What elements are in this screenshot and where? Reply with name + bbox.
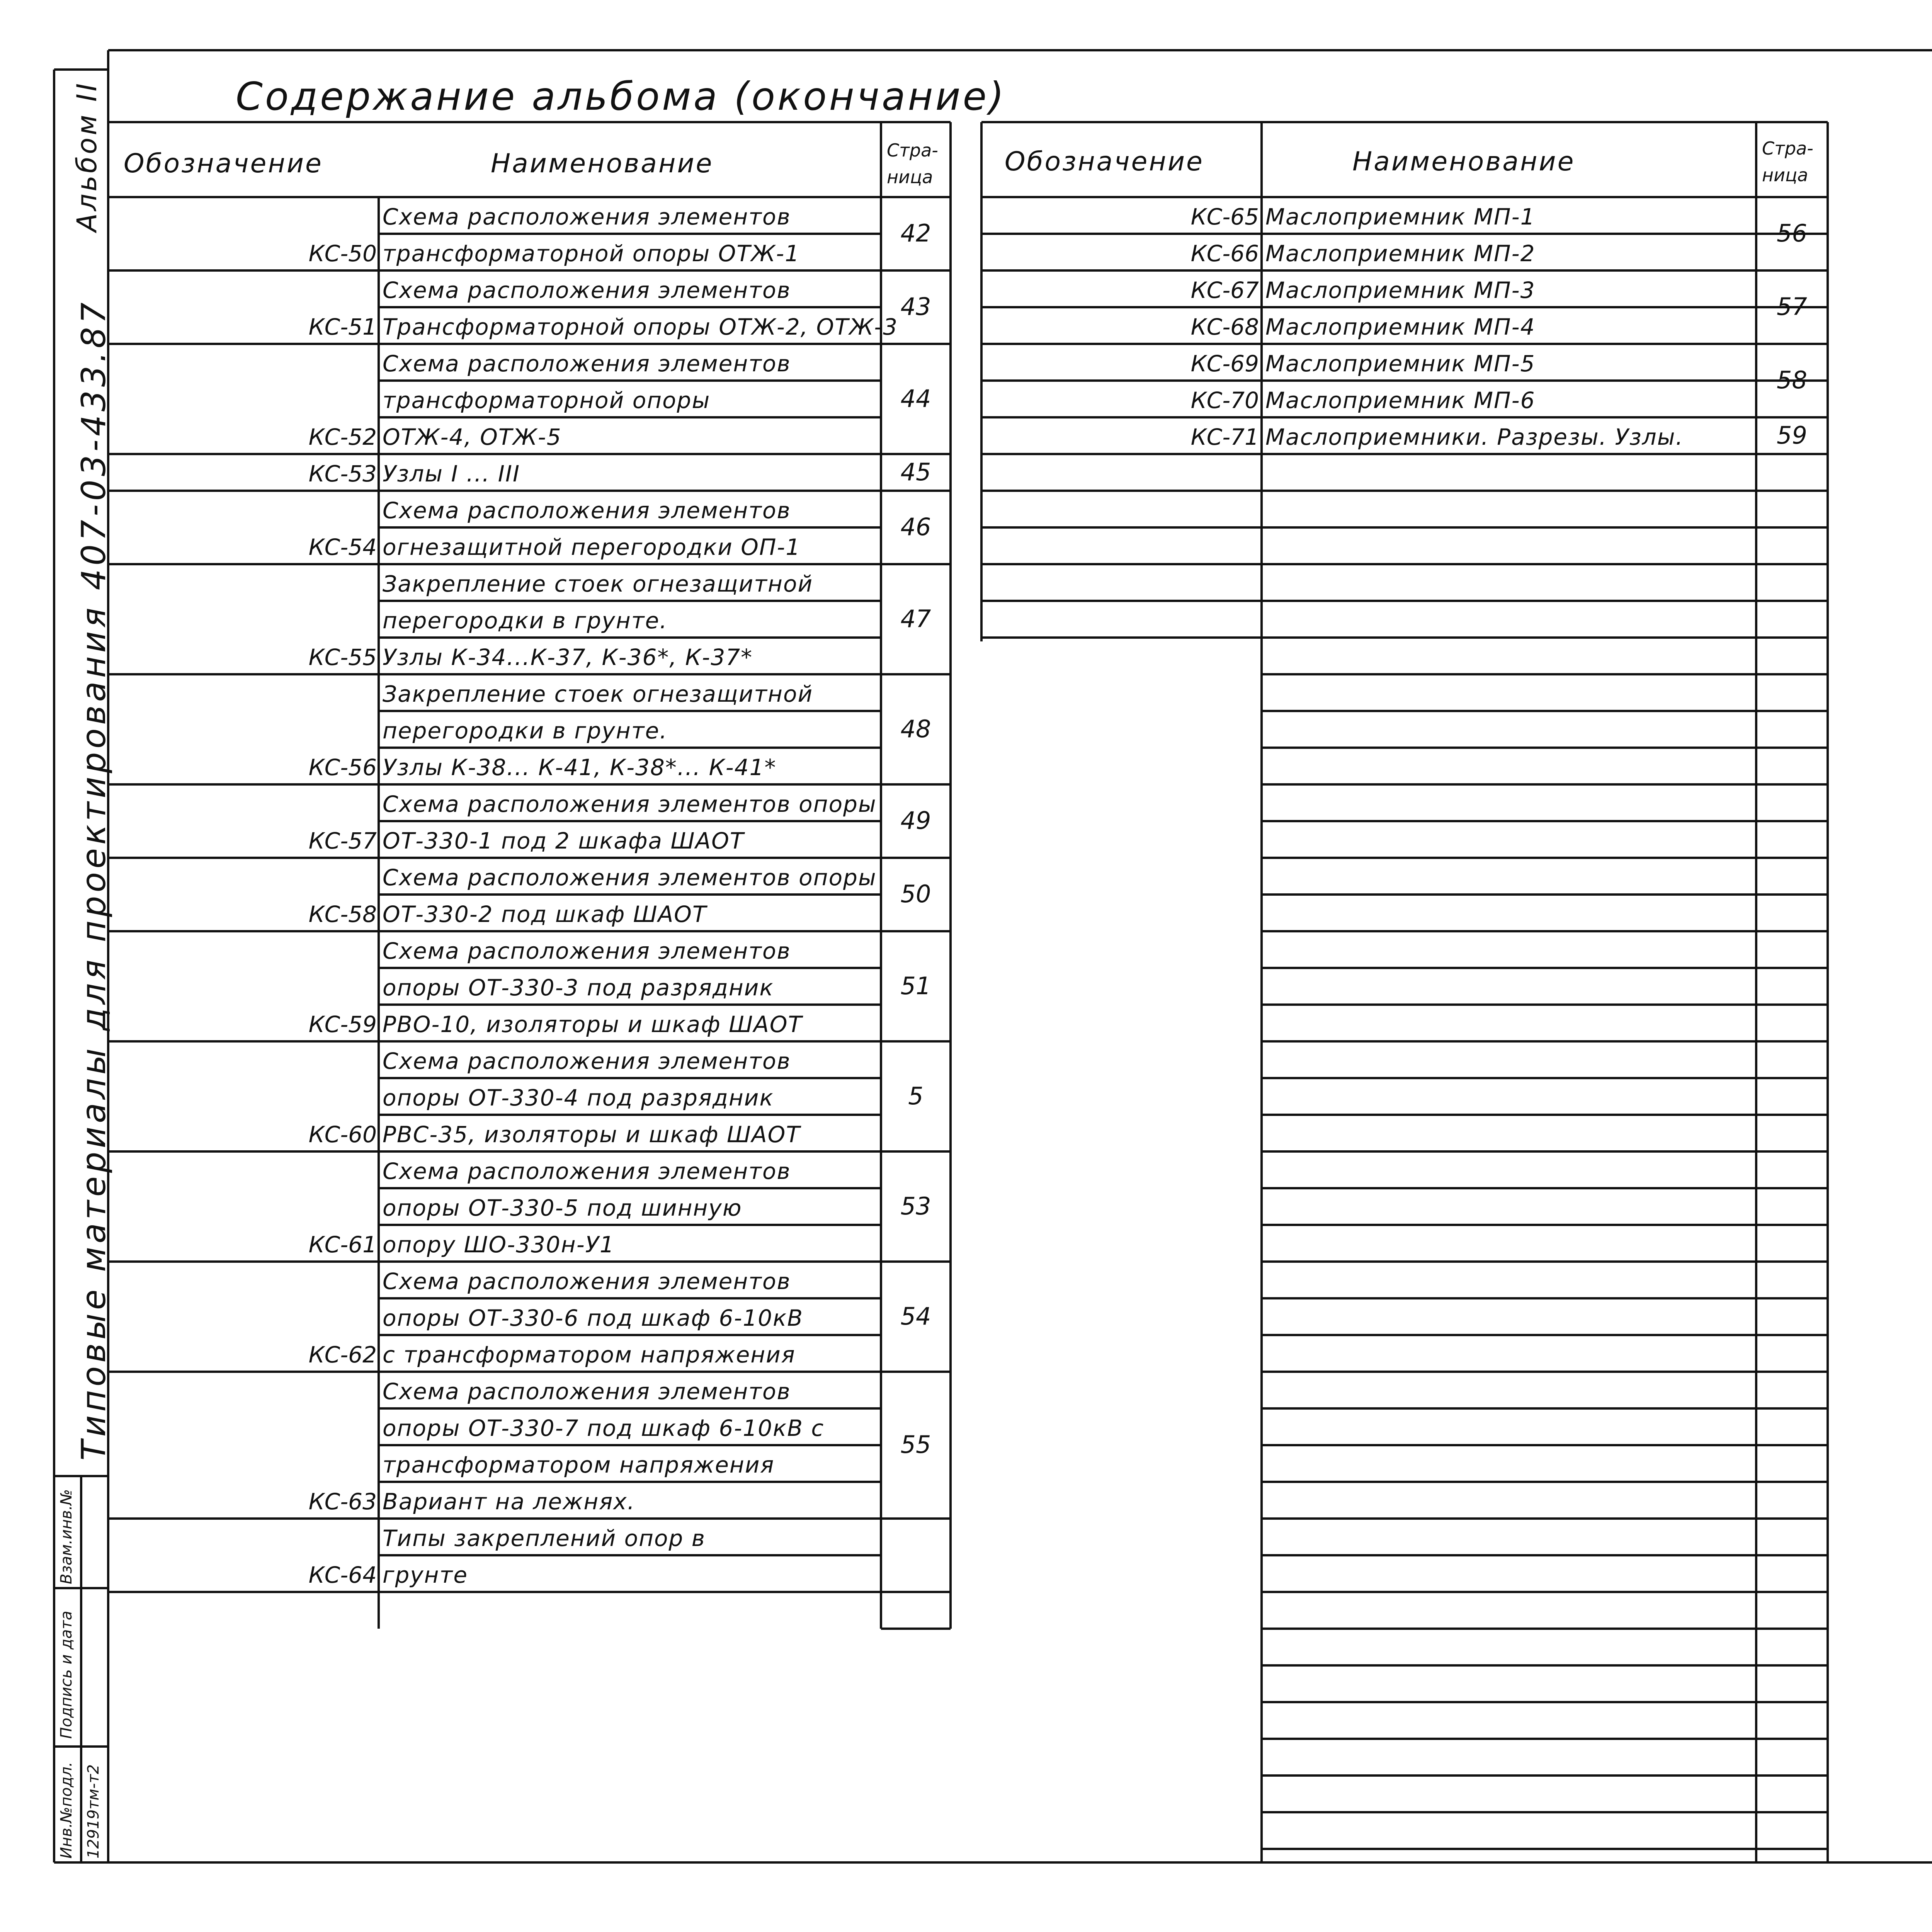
left-row-text: Закрепление стоек огнезащитной bbox=[383, 681, 813, 707]
right-row-name: Маслоприемник МП-1 bbox=[1265, 204, 1536, 230]
left-row-code: КС-50 bbox=[308, 240, 377, 267]
left-row-page: 47 bbox=[900, 604, 931, 633]
left-row-text: перегородки в грунте. bbox=[383, 607, 668, 634]
stamp-original-inv: Инв.№подл. bbox=[58, 1762, 75, 1859]
left-row-text: опоры ОТ-330-3 под разрядник bbox=[383, 975, 774, 1001]
right-header-name: Наименование bbox=[1352, 146, 1575, 177]
left-row-text: Узлы К-34...К-37, К-36*, К-37* bbox=[383, 644, 753, 670]
left-row-page: 42 bbox=[900, 219, 931, 247]
left-row-text: опору ШО-330н-У1 bbox=[383, 1231, 615, 1258]
left-row-text: ОТ-330-1 под 2 шкафа ШАОТ bbox=[383, 828, 745, 854]
left-row-page: 43 bbox=[900, 293, 931, 321]
left-row-text: Схема расположения элементов bbox=[383, 277, 791, 303]
left-row-text: Схема расположения элементов bbox=[383, 1048, 791, 1074]
left-row-text: огнезащитной перегородки ОП-1 bbox=[383, 534, 801, 560]
left-row-page: 53 bbox=[900, 1192, 931, 1220]
left-row-text: перегородки в грунте. bbox=[383, 718, 668, 744]
left-row-code: КС-64 bbox=[308, 1562, 377, 1588]
left-row-code: КС-62 bbox=[308, 1342, 377, 1368]
left-row-text: Схема расположения элементов bbox=[383, 350, 791, 377]
right-row-name: Маслоприемник МП-4 bbox=[1265, 314, 1536, 340]
right-row-page: 58 bbox=[1777, 366, 1807, 394]
right-row-code: КС-69 bbox=[1190, 350, 1259, 377]
right-row-page: 56 bbox=[1777, 219, 1807, 247]
left-row-text: РВО-10, изоляторы и шкаф ШАОТ bbox=[383, 1011, 803, 1037]
left-row-text: опоры ОТ-330-7 под шкаф 6-10кВ с bbox=[383, 1415, 825, 1441]
left-row-text: Схема расположения элементов bbox=[383, 497, 791, 524]
left-header-designation: Обозначение bbox=[124, 148, 323, 179]
left-row-text: опоры ОТ-330-5 под шинную bbox=[383, 1195, 742, 1221]
left-row-code: КС-51 bbox=[308, 314, 377, 340]
left-row-code: КС-52 bbox=[308, 424, 377, 450]
left-row-code: КС-55 bbox=[308, 644, 377, 670]
left-row-text: ОТЖ-4, ОТЖ-5 bbox=[383, 424, 562, 450]
right-row-name: Маслоприемник МП-3 bbox=[1265, 277, 1536, 303]
left-header-page: Стра- ница bbox=[887, 140, 938, 187]
right-row-code: КС-71 bbox=[1190, 424, 1259, 450]
left-row-page: 5 bbox=[908, 1082, 923, 1110]
left-row-text: опоры ОТ-330-6 под шкаф 6-10кВ bbox=[383, 1305, 803, 1331]
left-row-page: 49 bbox=[900, 806, 931, 835]
left-row-text: Схема расположения элементов bbox=[383, 1268, 791, 1294]
left-row-text: Типы закреплений опор в bbox=[383, 1525, 706, 1551]
left-row-text: Схема расположения элементов опоры bbox=[383, 864, 877, 891]
left-row-text: Схема расположения элементов опоры bbox=[383, 791, 877, 817]
right-row-code: КС-70 bbox=[1190, 387, 1259, 413]
left-row-code: КС-56 bbox=[308, 754, 377, 781]
right-row-code: КС-65 bbox=[1190, 204, 1259, 230]
left-row-text: Закрепление стоек огнезащитной bbox=[383, 571, 813, 597]
right-row-name: Маслоприемники. Разрезы. Узлы. bbox=[1265, 424, 1684, 450]
left-row-code: КС-59 bbox=[308, 1011, 377, 1037]
right-row-code: КС-66 bbox=[1190, 240, 1259, 267]
left-row-page: 44 bbox=[900, 384, 931, 413]
right-row-code: КС-67 bbox=[1190, 277, 1259, 303]
left-row-page: 48 bbox=[900, 714, 931, 743]
left-row-code: КС-53 bbox=[308, 461, 377, 487]
left-row-text: Узлы К-38... К-41, К-38*... К-41* bbox=[383, 754, 777, 781]
left-row-code: КС-60 bbox=[308, 1121, 377, 1148]
left-row-page: 55 bbox=[900, 1430, 931, 1459]
left-row-code: КС-58 bbox=[308, 901, 377, 927]
left-header-name: Наименование bbox=[491, 148, 714, 179]
right-row-name: Маслоприемник МП-2 bbox=[1265, 240, 1536, 267]
left-row-page: 45 bbox=[900, 457, 931, 486]
left-row-page: 50 bbox=[900, 880, 931, 908]
left-row-code: КС-61 bbox=[308, 1231, 377, 1258]
right-row-page: 59 bbox=[1777, 421, 1807, 449]
left-row-text: Схема расположения элементов bbox=[383, 1158, 791, 1184]
left-row-page: 51 bbox=[900, 971, 931, 1000]
left-row-text: Схема расположения элементов bbox=[383, 204, 791, 230]
left-row-code: КС-63 bbox=[308, 1488, 377, 1515]
left-row-text: с трансформатором напряжения bbox=[383, 1342, 796, 1368]
left-row-text: трансформатором напряжения bbox=[383, 1452, 775, 1478]
left-row-text: Узлы I ... III bbox=[383, 461, 520, 487]
right-row-page: 57 bbox=[1777, 293, 1807, 321]
left-row-text: трансформаторной опоры bbox=[383, 387, 711, 413]
right-row-name: Маслоприемник МП-5 bbox=[1265, 350, 1536, 377]
stamp-signature: Подпись и дата bbox=[58, 1611, 75, 1739]
album-label: Альбом II bbox=[71, 81, 103, 232]
left-row-code: КС-57 bbox=[308, 828, 377, 854]
left-row-text: грунте bbox=[383, 1562, 468, 1588]
left-row-text: Схема расположения элементов bbox=[383, 1378, 791, 1405]
left-row-text: ОТ-330-2 под шкаф ШАОТ bbox=[383, 901, 707, 927]
page-title: Содержание альбома (окончание) bbox=[236, 74, 1007, 119]
left-row-text: трансформаторной опоры ОТЖ-1 bbox=[383, 240, 800, 267]
stamp-original-inv-value: 12919тм-т2 bbox=[85, 1764, 102, 1859]
left-row-code: КС-54 bbox=[308, 534, 377, 560]
series-label: Типовые материалы для проектирования 407-03-433.87 bbox=[75, 299, 113, 1461]
right-row-code: КС-68 bbox=[1190, 314, 1259, 340]
stamp-replacement: Взам.инв.№ bbox=[58, 1489, 75, 1584]
left-row-page: 54 bbox=[900, 1302, 931, 1330]
left-row-text: Трансформаторной опоры ОТЖ-2, ОТЖ-3 bbox=[383, 314, 898, 340]
left-row-text: Вариант на лежнях. bbox=[383, 1488, 636, 1515]
right-row-name: Маслоприемник МП-6 bbox=[1265, 387, 1536, 413]
left-row-page: 46 bbox=[900, 513, 931, 541]
left-row-text: РВС-35, изоляторы и шкаф ШАОТ bbox=[383, 1121, 801, 1148]
right-header-page: Стра- ница bbox=[1762, 138, 1813, 185]
left-row-text: опоры ОТ-330-4 под разрядник bbox=[383, 1085, 774, 1111]
right-header-designation: Обозначение bbox=[1005, 146, 1204, 177]
left-row-text: Схема расположения элементов bbox=[383, 938, 791, 964]
